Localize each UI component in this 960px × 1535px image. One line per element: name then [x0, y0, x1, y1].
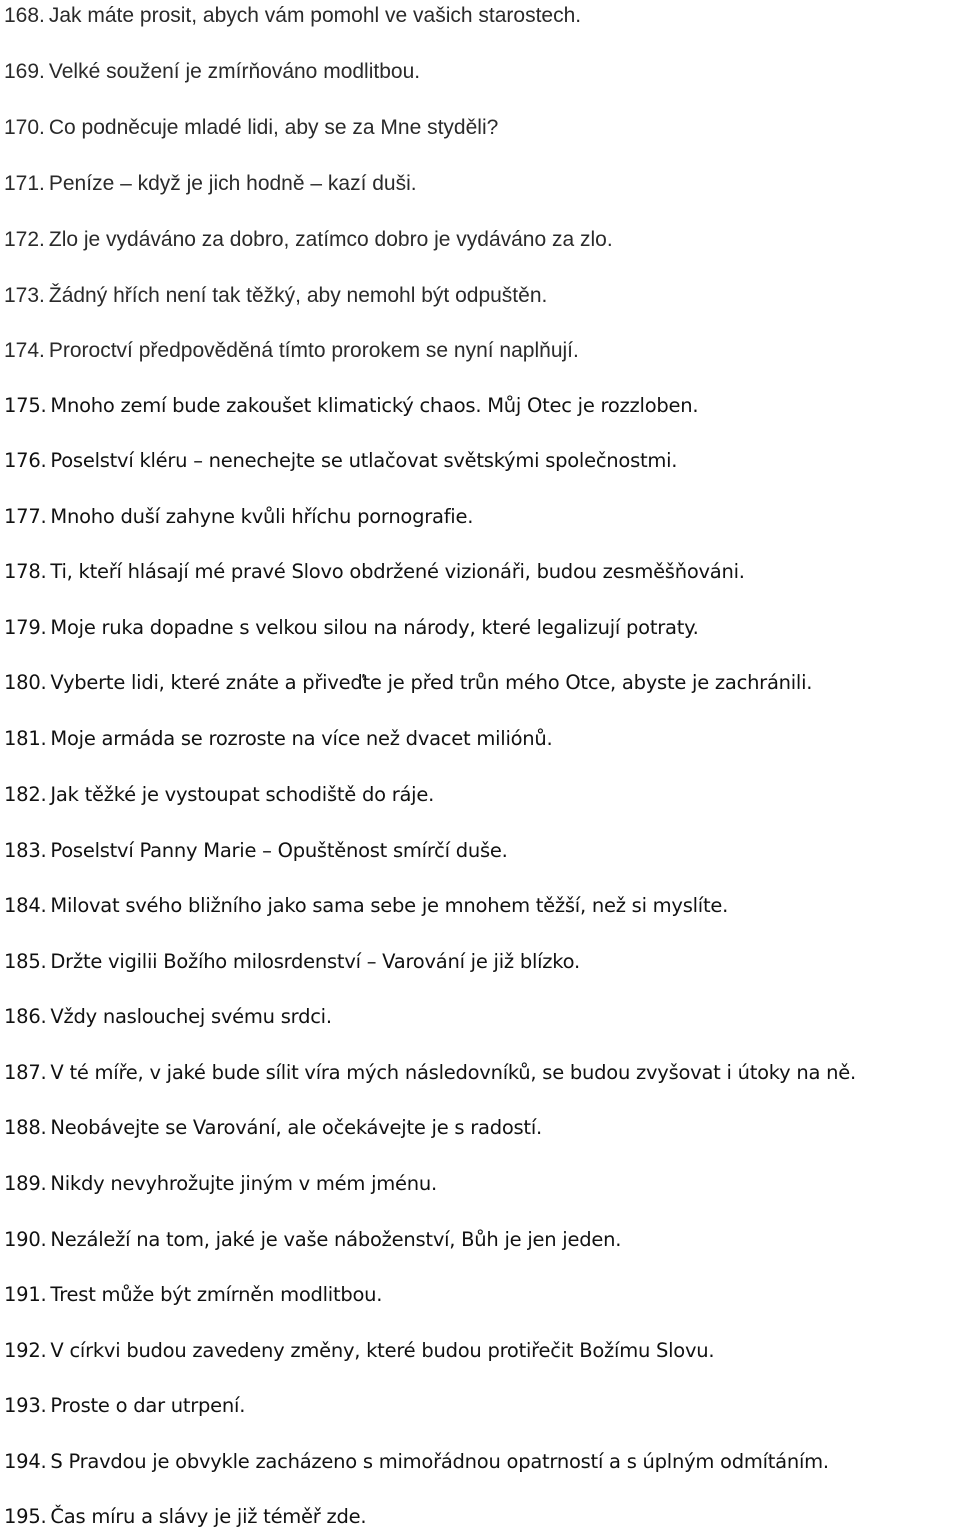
item-number: 172. — [4, 228, 45, 251]
list-item-182 — [4, 780, 434, 810]
item-number: 169. — [4, 60, 45, 83]
item-number: 178. — [4, 560, 47, 583]
list-item-187 — [4, 1058, 856, 1088]
item-number: 171. — [4, 172, 45, 195]
list-item-183 — [4, 836, 508, 866]
item-number: 173. — [4, 284, 45, 307]
list-item-188 — [4, 1113, 542, 1143]
item-text: Trest může být zmírněn modlitbou. — [50, 1283, 383, 1306]
list-item-195 — [4, 1502, 366, 1532]
list-item-180 — [4, 668, 812, 698]
item-number: 195. — [4, 1505, 47, 1528]
list-item-170 — [4, 113, 498, 143]
item-number: 184. — [4, 894, 47, 917]
list-item-181 — [4, 724, 552, 754]
item-number: 191. — [4, 1283, 47, 1306]
item-text: S Pravdou je obvykle zacházeno s mimořádnou opatrností a s úplným odmítáním. — [50, 1450, 829, 1473]
item-number: 176. — [4, 449, 47, 472]
item-number: 183. — [4, 839, 47, 862]
list-item-194 — [4, 1447, 829, 1477]
item-text: Čas míru a slávy je již téměř zde. — [50, 1505, 367, 1528]
item-text: Proroctví předpověděná tímto prorokem se nyní naplňují. — [48, 339, 579, 362]
list-item-191 — [4, 1280, 382, 1310]
list-item-173 — [4, 281, 547, 311]
item-number: 175. — [4, 394, 47, 417]
item-text: Zlo je vydáváno za dobro, zatímco dobro je vydáváno za zlo. — [48, 228, 613, 251]
list-item-189 — [4, 1169, 437, 1199]
list-item-169 — [4, 57, 420, 87]
item-text: V církvi budou zavedeny změny, které budou protiřečit Božímu Slovu. — [50, 1339, 715, 1362]
item-text: Vždy naslouchej svému srdci. — [50, 1005, 332, 1028]
item-text: Jak těžké je vystoupat schodiště do ráje. — [50, 783, 435, 806]
item-text: Co podněcuje mladé lidi, aby se za Mne styděli? — [48, 116, 499, 139]
item-text: Poselství kléru – nenechejte se utlačovat světskými společnostmi. — [50, 449, 678, 472]
list-item-184 — [4, 891, 728, 921]
list-item-176 — [4, 446, 677, 476]
list-item-185 — [4, 947, 580, 977]
item-text: Držte vigilii Božího milosrdenství – Varování je již blízko. — [50, 950, 580, 973]
item-number: 180. — [4, 671, 47, 694]
list-item-178 — [4, 557, 745, 587]
item-text: Moje armáda se rozroste na více než dvacet miliónů. — [50, 727, 553, 750]
item-text: Mnoho duší zahyne kvůli hříchu pornografie. — [50, 505, 474, 528]
item-text: Proste o dar utrpení. — [50, 1394, 246, 1417]
item-number: 187. — [4, 1061, 47, 1084]
item-text: Jak máte prosit, abych vám pomohl ve vašich starostech. — [48, 4, 582, 27]
item-text: Žádný hřích není tak těžký, aby nemohl být odpuštěn. — [48, 284, 548, 307]
item-text: Vyberte lidi, které znáte a přiveďte je před trůn mého Otce, abyste je zachránili. — [50, 671, 813, 694]
list-item-192 — [4, 1336, 714, 1366]
item-text: Neobávejte se Varování, ale očekávejte je s radostí. — [50, 1116, 542, 1139]
item-text: Ti, kteří hlásají mé pravé Slovo obdržené vizionáři, budou zesměšňováni. — [50, 560, 745, 583]
item-text: Peníze – když je jich hodně – kazí duši. — [48, 172, 417, 195]
item-number: 193. — [4, 1394, 47, 1417]
item-text: Milovat svého bližního jako sama sebe je mnohem těžší, než si myslíte. — [50, 894, 729, 917]
item-text: Mnoho zemí bude zakoušet klimatický chaos. Můj Otec je rozzloben. — [50, 394, 699, 417]
list-item-171 — [4, 169, 417, 199]
item-number: 185. — [4, 950, 47, 973]
item-number: 181. — [4, 727, 47, 750]
item-number: 174. — [4, 339, 45, 362]
item-number: 194. — [4, 1450, 47, 1473]
list-item-186 — [4, 1002, 332, 1032]
item-number: 168. — [4, 4, 45, 27]
item-number: 170. — [4, 116, 45, 139]
list-item-168 — [4, 1, 581, 31]
item-text: Moje ruka dopadne s velkou silou na národy, které legalizují potraty. — [50, 616, 699, 639]
item-text: Nezáleží na tom, jaké je vaše náboženství, Bůh je jen jeden. — [50, 1228, 622, 1251]
item-text: Nikdy nevyhrožujte jiným v mém jménu. — [50, 1172, 437, 1195]
list-item-190 — [4, 1225, 621, 1255]
list-item-179 — [4, 613, 699, 643]
item-number: 177. — [4, 505, 47, 528]
item-text: V té míře, v jaké bude sílit víra mých následovníků, se budou zvyšovat i útoky na ně. — [50, 1061, 856, 1084]
item-number: 190. — [4, 1228, 47, 1251]
item-number: 179. — [4, 616, 47, 639]
item-text: Velké soužení je zmírňováno modlitbou. — [48, 60, 421, 83]
list-item-193 — [4, 1391, 245, 1421]
list-item-175 — [4, 391, 698, 421]
item-number: 182. — [4, 783, 47, 806]
item-number: 186. — [4, 1005, 47, 1028]
list-item-174 — [4, 336, 579, 366]
item-number: 188. — [4, 1116, 47, 1139]
list-item-177 — [4, 502, 473, 532]
item-number: 192. — [4, 1339, 47, 1362]
item-number: 189. — [4, 1172, 47, 1195]
item-text: Poselství Panny Marie – Opuštěnost smírčí duše. — [50, 839, 508, 862]
list-item-172 — [4, 225, 613, 255]
